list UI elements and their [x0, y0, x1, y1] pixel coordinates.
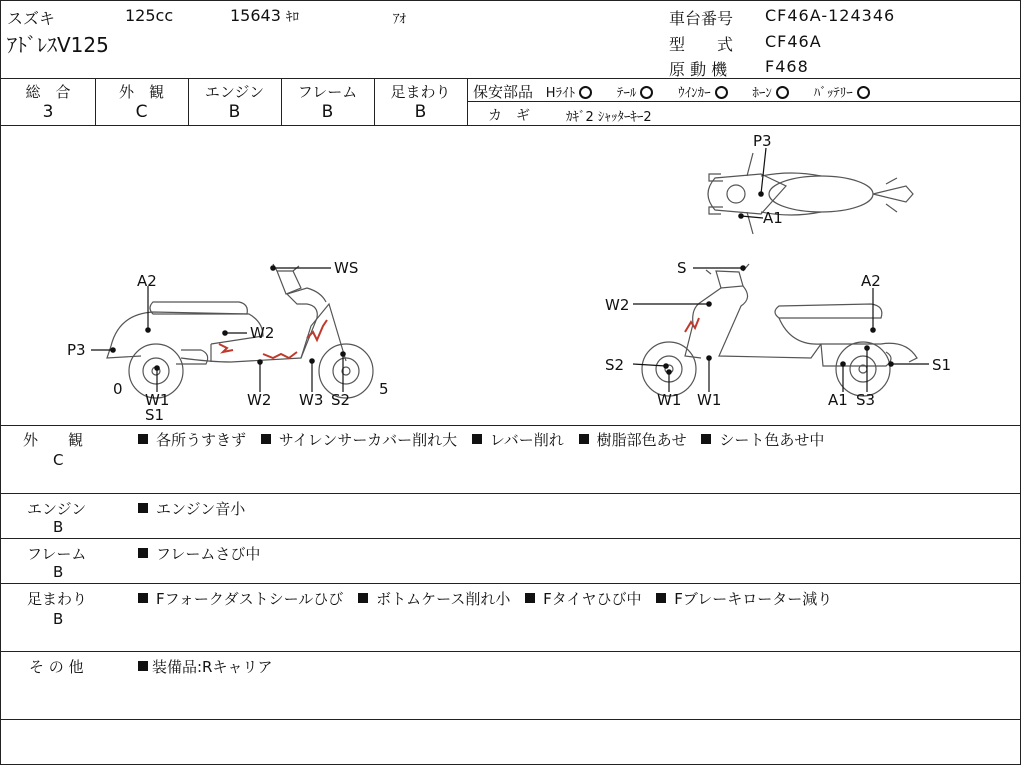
list-item: 各所うすきず — [138, 431, 246, 449]
diagram-svg — [1, 126, 1020, 424]
note-suspension-grade: B — [53, 610, 64, 628]
safety-item-battery: ﾊﾞｯﾃﾘｰ — [814, 86, 870, 101]
grade-suspension-label: 足まわり — [390, 83, 451, 101]
label-left-s2: S2 — [331, 391, 351, 409]
list-item: サイレンサーカバー削れ大 — [261, 431, 457, 449]
damage-mark-icon — [219, 344, 233, 352]
label-left-0: 0 — [113, 380, 123, 398]
grade-exterior-label: 外 観 — [118, 83, 164, 101]
divider — [1, 425, 1020, 426]
ok-circle-icon — [579, 86, 592, 99]
bullet-square-icon — [701, 434, 711, 444]
bullet-square-icon — [138, 593, 148, 603]
displacement: 125cc — [125, 6, 174, 25]
label-left-a2: A2 — [137, 272, 157, 290]
bullet-square-icon — [579, 434, 589, 444]
note-suspension-items — [138, 588, 842, 609]
divider — [1, 493, 1020, 494]
divider — [1, 583, 1020, 584]
note-other-title: そ の 他 — [29, 658, 84, 676]
note-engine-grade: B — [53, 518, 64, 536]
list-item: Fタイヤひび中 — [525, 590, 641, 608]
engine-label: 原 動 機 — [669, 60, 728, 79]
list-item: Fフォークダストシールひび — [138, 590, 343, 608]
note-suspension-title: 足まわり — [27, 590, 88, 608]
label-right-s3: S3 — [856, 391, 876, 409]
bullet-square-icon — [261, 434, 271, 444]
label-top-a1: A1 — [763, 209, 783, 227]
bullet-square-icon — [138, 661, 148, 671]
bullet-square-icon — [656, 593, 666, 603]
label-right-s: S — [677, 259, 687, 277]
divider — [1, 78, 1020, 79]
safety-item-winker: ｳｲﾝｶｰ — [678, 86, 728, 101]
label-right-w1a: W1 — [657, 391, 682, 409]
note-frame-title: フレーム — [27, 545, 87, 563]
list-item: レバー削れ — [472, 431, 564, 449]
key-value: ｶｷﾞ2 ｼｬｯﾀｰｷｰ2 — [566, 110, 652, 125]
safety-item-horn: ﾎｰﾝ — [752, 86, 789, 101]
key-label: カ ギ — [488, 108, 530, 124]
note-frame-items — [138, 543, 270, 564]
list-item: ボトムケース削れ小 — [358, 590, 510, 608]
safety-item-headlight: Hﾗｲﾄ — [546, 86, 592, 101]
chassis-label: 車台番号 — [669, 9, 734, 28]
list-item: 樹脂部色あせ — [579, 431, 687, 449]
maker: スズキ — [7, 9, 56, 28]
label-right-a2: A2 — [861, 272, 881, 290]
label-right-s1: S1 — [932, 356, 952, 374]
label-left-s1: S1 — [145, 406, 165, 424]
mileage — [230, 6, 299, 25]
bullet-square-icon — [138, 548, 148, 558]
ok-circle-icon — [857, 86, 870, 99]
label-right-w2: W2 — [605, 296, 630, 314]
label-left-w2: W2 — [250, 324, 275, 342]
bullet-square-icon — [358, 593, 368, 603]
label-right-s2: S2 — [605, 356, 625, 374]
label-left-5: 5 — [379, 380, 389, 398]
divider — [1, 538, 1020, 539]
bullet-square-icon — [472, 434, 482, 444]
safety-label: 保安部品 — [473, 83, 534, 101]
note-engine-title: エンジン — [27, 500, 87, 518]
label-right-a1: A1 — [828, 391, 848, 409]
list-item: Fブレーキローター減り — [656, 590, 832, 608]
grade-suspension-value: B — [414, 102, 427, 122]
divider — [1, 651, 1020, 652]
grade-overall-value: 3 — [42, 102, 54, 122]
note-exterior-items — [138, 429, 834, 450]
label-left-p3: P3 — [67, 341, 86, 359]
list-item: フレームさび中 — [138, 545, 260, 563]
bullet-square-icon — [525, 593, 535, 603]
engine-value: F468 — [765, 57, 809, 76]
model-name: ｱﾄﾞﾚｽV125 — [7, 33, 109, 57]
note-frame-grade: B — [53, 563, 64, 581]
list-item: エンジン音小 — [138, 500, 245, 518]
type-value: CF46A — [765, 32, 822, 51]
grade-engine-label: エンジン — [204, 83, 265, 101]
safety-item-tail: ﾃｰﾙ — [617, 86, 654, 101]
note-exterior-grade: C — [53, 451, 64, 469]
note-engine-items — [138, 498, 255, 519]
mileage-unit: ｷﾛ — [286, 10, 299, 25]
mileage-value: 15643 — [230, 6, 281, 25]
grade-frame-value: B — [321, 102, 334, 122]
label-left-ws: WS — [334, 259, 359, 277]
ok-circle-icon — [715, 86, 728, 99]
list-item: シート色あせ中 — [701, 431, 824, 449]
chassis-value: CF46A-124346 — [765, 6, 896, 25]
damage-mark-icon — [263, 352, 297, 358]
divider — [467, 78, 468, 125]
grade-exterior-value: C — [135, 102, 148, 122]
label-left-w3: W3 — [299, 391, 324, 409]
scooter-top-view — [708, 153, 913, 234]
type-label: 型 式 — [669, 35, 734, 54]
label-top-p3: P3 — [753, 132, 772, 150]
color: ｱｵ — [393, 12, 406, 27]
damage-diagram — [1, 126, 1020, 424]
divider — [1, 719, 1020, 720]
note-other-items — [138, 656, 282, 677]
list-item: 装備品:Rキャリア — [138, 658, 272, 676]
grade-overall-label: 総 合 — [25, 83, 71, 101]
bullet-square-icon — [138, 434, 148, 444]
ok-circle-icon — [776, 86, 789, 99]
label-left-w2b: W2 — [247, 391, 272, 409]
bullet-square-icon — [138, 503, 148, 513]
grade-frame-label: フレーム — [297, 83, 358, 101]
label-left-w1: W1 — [145, 391, 170, 409]
ok-circle-icon — [640, 86, 653, 99]
label-right-w1b: W1 — [697, 391, 722, 409]
note-exterior-title: 外 観 — [23, 431, 84, 449]
safety-parts — [473, 81, 870, 102]
grade-engine-value: B — [228, 102, 241, 122]
